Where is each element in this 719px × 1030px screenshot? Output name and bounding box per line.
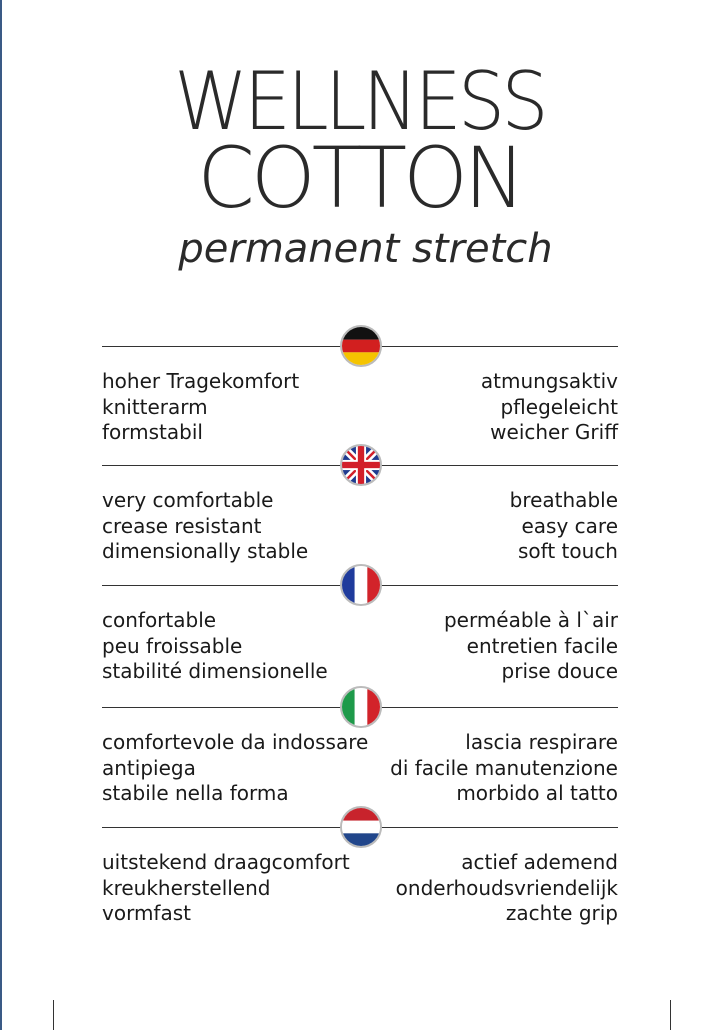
- left-column: [102, 488, 308, 565]
- section-dutch: [102, 806, 618, 925]
- feature-text: weicher Griff: [490, 420, 618, 444]
- section-italian: [102, 686, 618, 805]
- feature-text: uitstekend draagcomfort: [102, 850, 350, 874]
- crop-mark-right: [670, 1000, 671, 1030]
- feature-text: hoher Tragekomfort: [102, 369, 300, 393]
- section-german: [102, 325, 618, 444]
- feature-text: confortable: [102, 608, 217, 632]
- feature-text: stabile nella forma: [102, 781, 289, 805]
- right-column: [510, 488, 618, 565]
- right-column: [444, 608, 618, 685]
- feature-text: di facile manutenzione: [390, 755, 618, 780]
- feature-text: stabilité dimensionelle: [102, 659, 328, 683]
- feature-text: zachte grip: [505, 901, 618, 925]
- feature-text: actief ademend: [461, 850, 618, 874]
- feature-text: knitterarm: [102, 394, 208, 419]
- feature-text: atmungsaktiv: [480, 369, 618, 393]
- feature-text: soft touch: [518, 539, 618, 563]
- france-flag-icon: [340, 564, 382, 606]
- crop-mark-left: [53, 1000, 54, 1030]
- feature-text: kreukherstellend: [102, 875, 271, 900]
- feature-text: onderhoudsvriendelijk: [395, 875, 618, 900]
- feature-text: very comfortable: [102, 488, 274, 512]
- section-english: [102, 444, 618, 563]
- section-french: [102, 564, 618, 683]
- right-column: [390, 730, 618, 807]
- feature-text: peu froissable: [102, 633, 243, 658]
- left-column: [102, 369, 299, 446]
- subtitle: permanent stretch: [178, 226, 553, 272]
- feature-text: comfortevole da indossare: [102, 730, 369, 754]
- left-column: [102, 608, 328, 685]
- left-edge-border: [0, 0, 2, 1030]
- italy-flag-icon: [340, 686, 382, 728]
- feature-text: formstabil: [102, 420, 203, 444]
- feature-text: breathable: [509, 488, 618, 512]
- netherlands-flag-icon: [340, 806, 382, 848]
- right-column: [396, 850, 618, 927]
- feature-text: morbido al tatto: [456, 781, 618, 805]
- left-column: [102, 850, 350, 927]
- feature-text: antipiega: [102, 755, 196, 780]
- feature-text: pflegeleicht: [500, 394, 618, 419]
- uk-flag-icon: [340, 444, 382, 486]
- left-column: [102, 730, 368, 807]
- germany-flag-icon: [340, 325, 382, 367]
- feature-text: prise douce: [501, 659, 618, 683]
- feature-text: entretien facile: [466, 633, 618, 658]
- feature-text: dimensionally stable: [102, 539, 309, 563]
- feature-text: vormfast: [102, 901, 191, 925]
- feature-text: lascia respirare: [465, 730, 618, 754]
- feature-text: perméable à l`air: [443, 608, 618, 632]
- right-column: [481, 369, 618, 446]
- feature-text: crease resistant: [102, 513, 262, 538]
- title-cotton: COTTON: [197, 129, 522, 227]
- title-wellness: WELLNESS: [174, 55, 545, 148]
- feature-text: easy care: [521, 513, 618, 538]
